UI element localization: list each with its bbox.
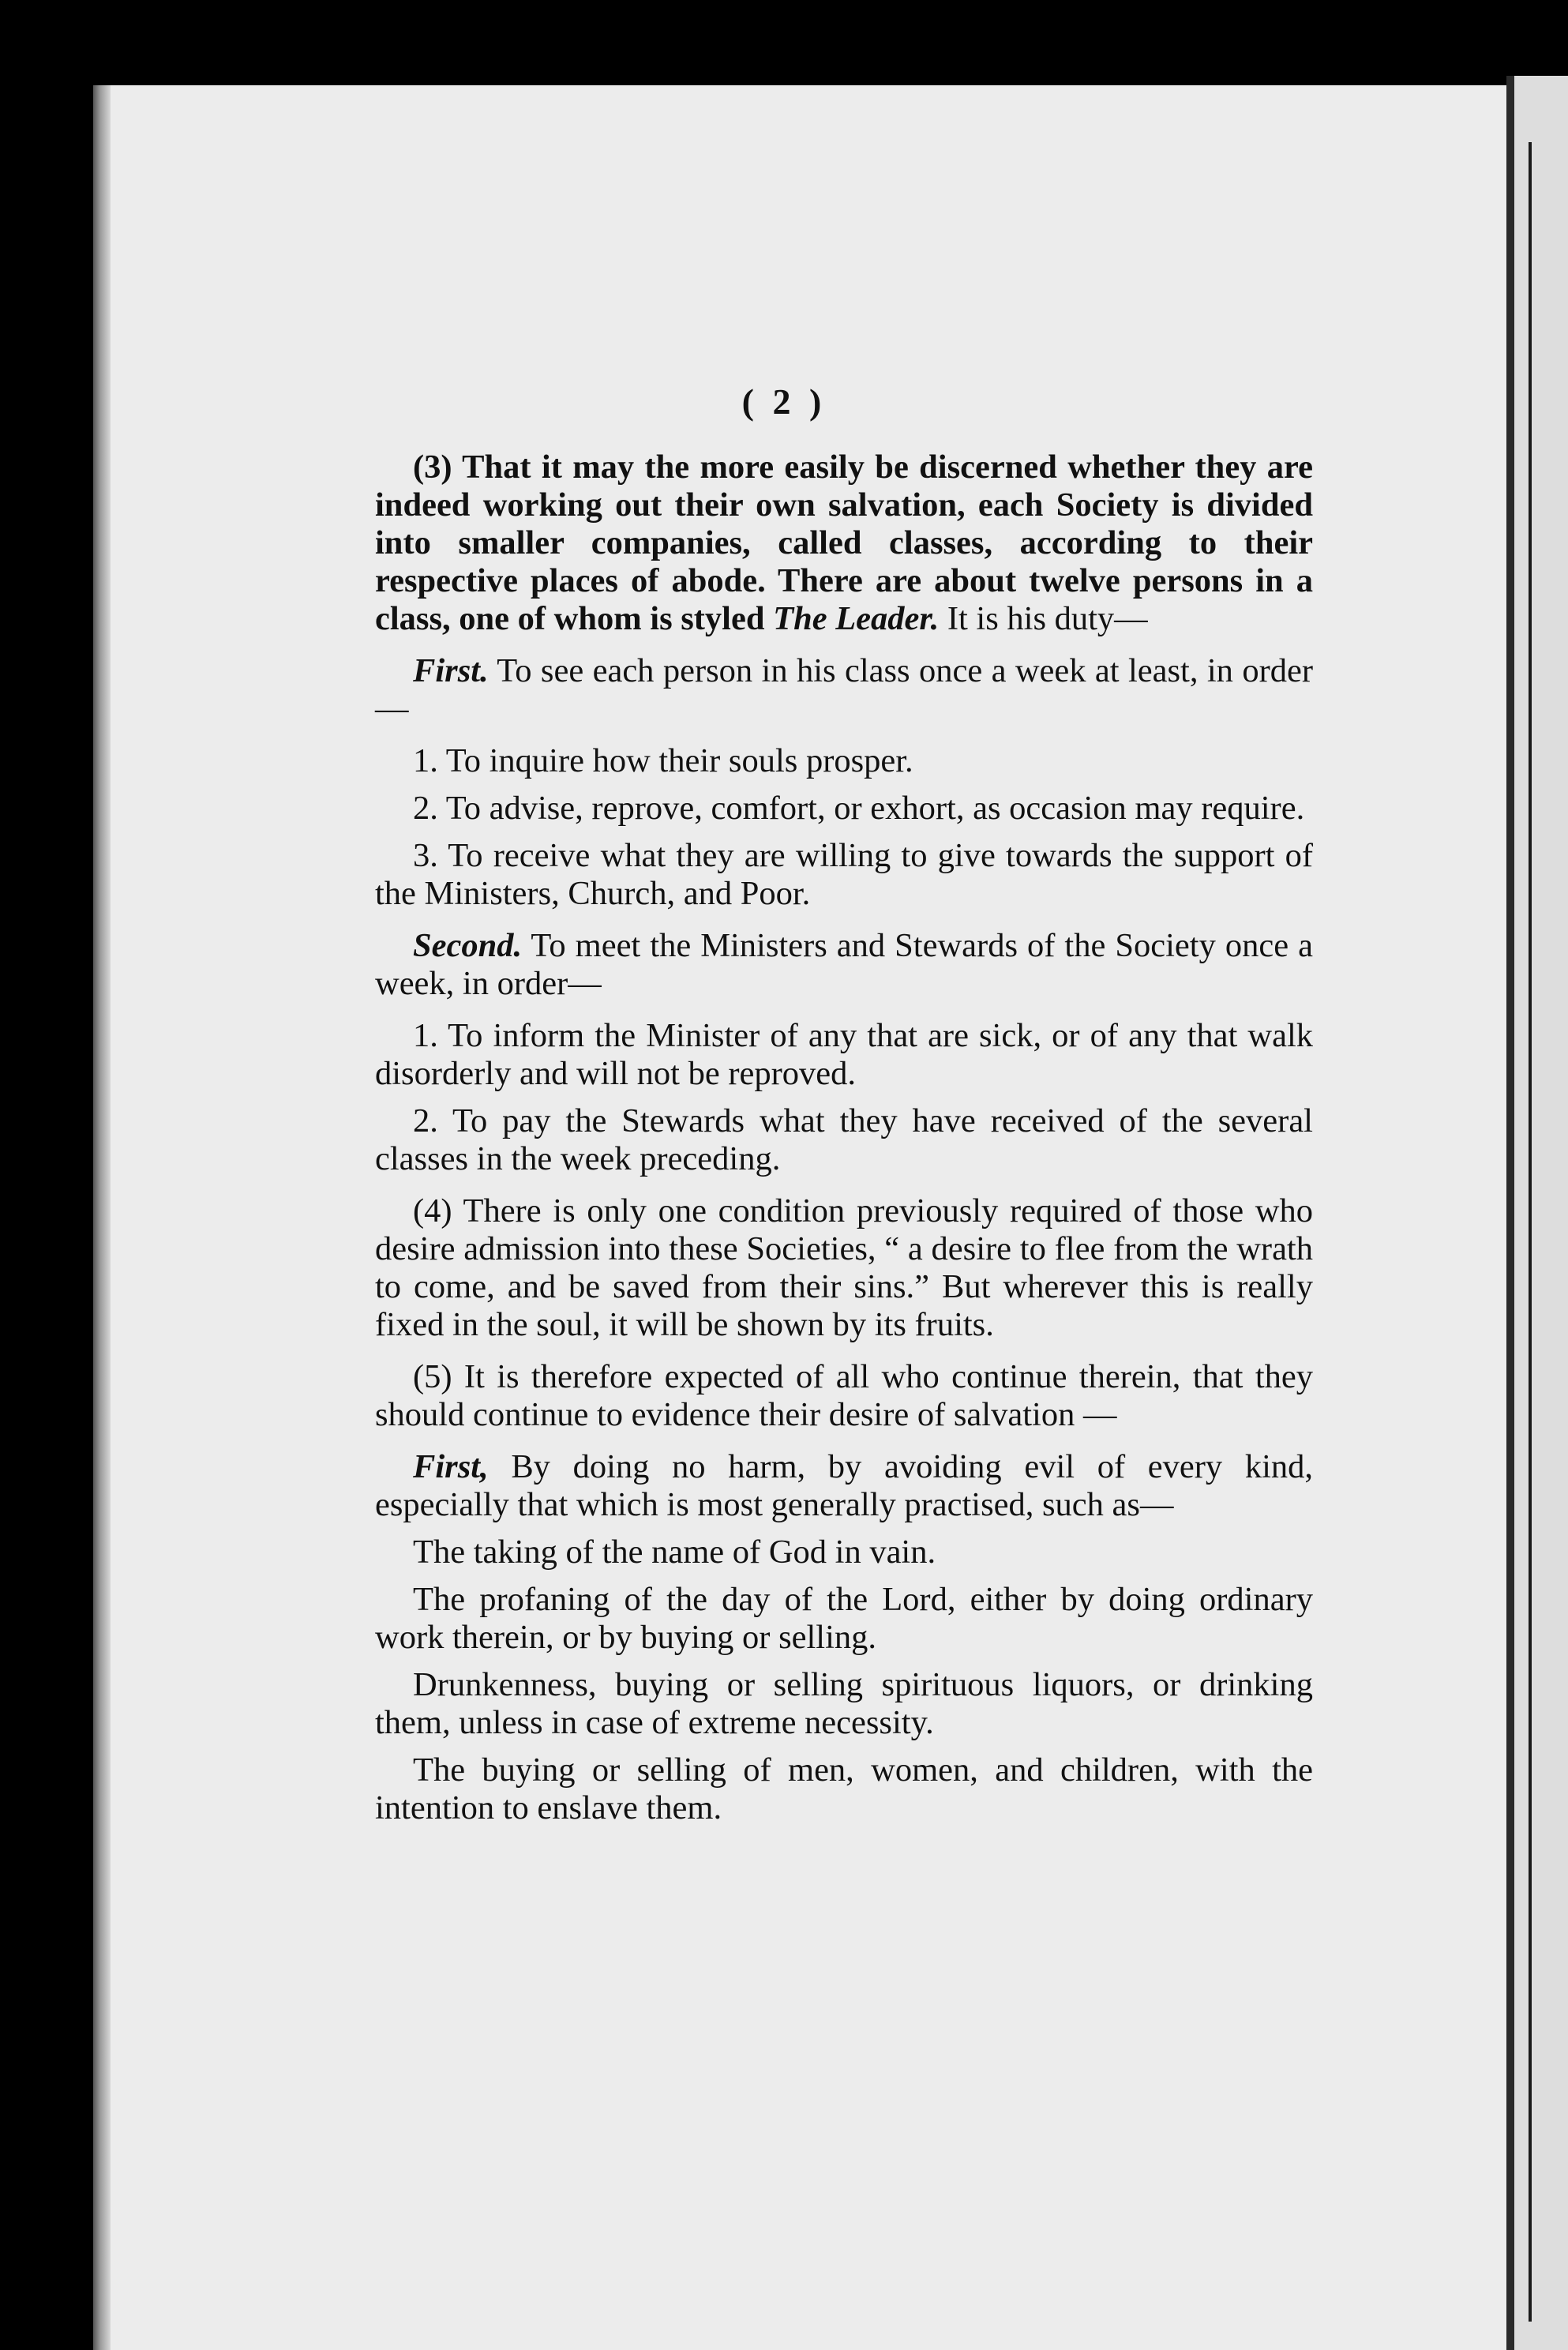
paragraph-text: (3) That it may the more easily be discerned whether they are indeed working out their own salvation, each Society is divided into smaller companies, called classes, according to their respective places of abode. There are about twelve persons in a class, one of whom is styled (375, 449, 1313, 637)
paragraph (375, 927, 1313, 1003)
list-item (375, 742, 1313, 780)
paragraph (375, 1448, 1313, 1524)
list-item (375, 1581, 1313, 1657)
list-item (375, 1102, 1313, 1178)
paragraph (375, 1192, 1313, 1344)
paragraph-text: The taking of the name of God in vain. (413, 1534, 936, 1571)
paragraph-lead: First, (413, 1448, 489, 1485)
body-text (375, 449, 1313, 1837)
paragraph-tail: It is his duty— (939, 600, 1148, 637)
paragraph-text: 2. To pay the Stewards what they have received of the several classes in the week preceding. (375, 1102, 1313, 1177)
list-item (375, 837, 1313, 913)
paragraph (375, 652, 1313, 728)
paragraph-text: 1. To inform the Minister of any that are sick, or of any that walk disorderly and will not be reproved. (375, 1017, 1313, 1092)
paragraph-text: (5) It is therefore expected of all who continue therein, that they should continue to evidence their desire of salvation — (375, 1358, 1313, 1433)
binding-edge (93, 85, 111, 2350)
paragraph-text: (4) There is only one condition previously required of those who desire admission into these Societies, “ a desire to flee from the wrath to come, and be saved from their sins.” But wherever this is really fixed in the soul, it will be shown by its fruits. (375, 1192, 1313, 1343)
paragraph-text: To meet the Ministers and Stewards of the Society once a week, in order— (375, 927, 1313, 1002)
list-item (375, 1017, 1313, 1093)
list-item (375, 790, 1313, 828)
paragraph-text: 1. To inquire how their souls prosper. (413, 742, 913, 779)
paragraph-text: Drunkenness, buying or selling spirituous liquors, or drinking them, unless in case of extreme necessity. (375, 1666, 1313, 1741)
paragraph-text: 3. To receive what they are willing to give towards the support of the Ministers, Church, and Poor. (375, 837, 1313, 912)
adjacent-page-rule (1529, 142, 1532, 2322)
paragraph (375, 1358, 1313, 1434)
list-item (375, 1666, 1313, 1742)
paragraph-text: To see each person in his class once a week at least, in order— (375, 652, 1313, 727)
paragraph-lead: Second. (413, 927, 523, 964)
list-item (375, 1751, 1313, 1827)
paragraph-text: The buying or selling of men, women, and children, with the intention to enslave them. (375, 1751, 1313, 1826)
paragraph-text: 2. To advise, reprove, comfort, or exhort, as occasion may require. (413, 790, 1305, 827)
paragraph-lead: First. (413, 652, 489, 689)
paragraph-text: The profaning of the day of the Lord, either by doing ordinary work therein, or by buying or selling. (375, 1581, 1313, 1656)
paragraph (375, 449, 1313, 638)
list-item (375, 1534, 1313, 1571)
page-number: ( 2 ) (741, 381, 827, 422)
paragraph-text: By doing no harm, by avoiding evil of every kind, especially that which is most generally practised, such as— (375, 1448, 1313, 1523)
paragraph-emphasis: The Leader. (773, 600, 940, 637)
